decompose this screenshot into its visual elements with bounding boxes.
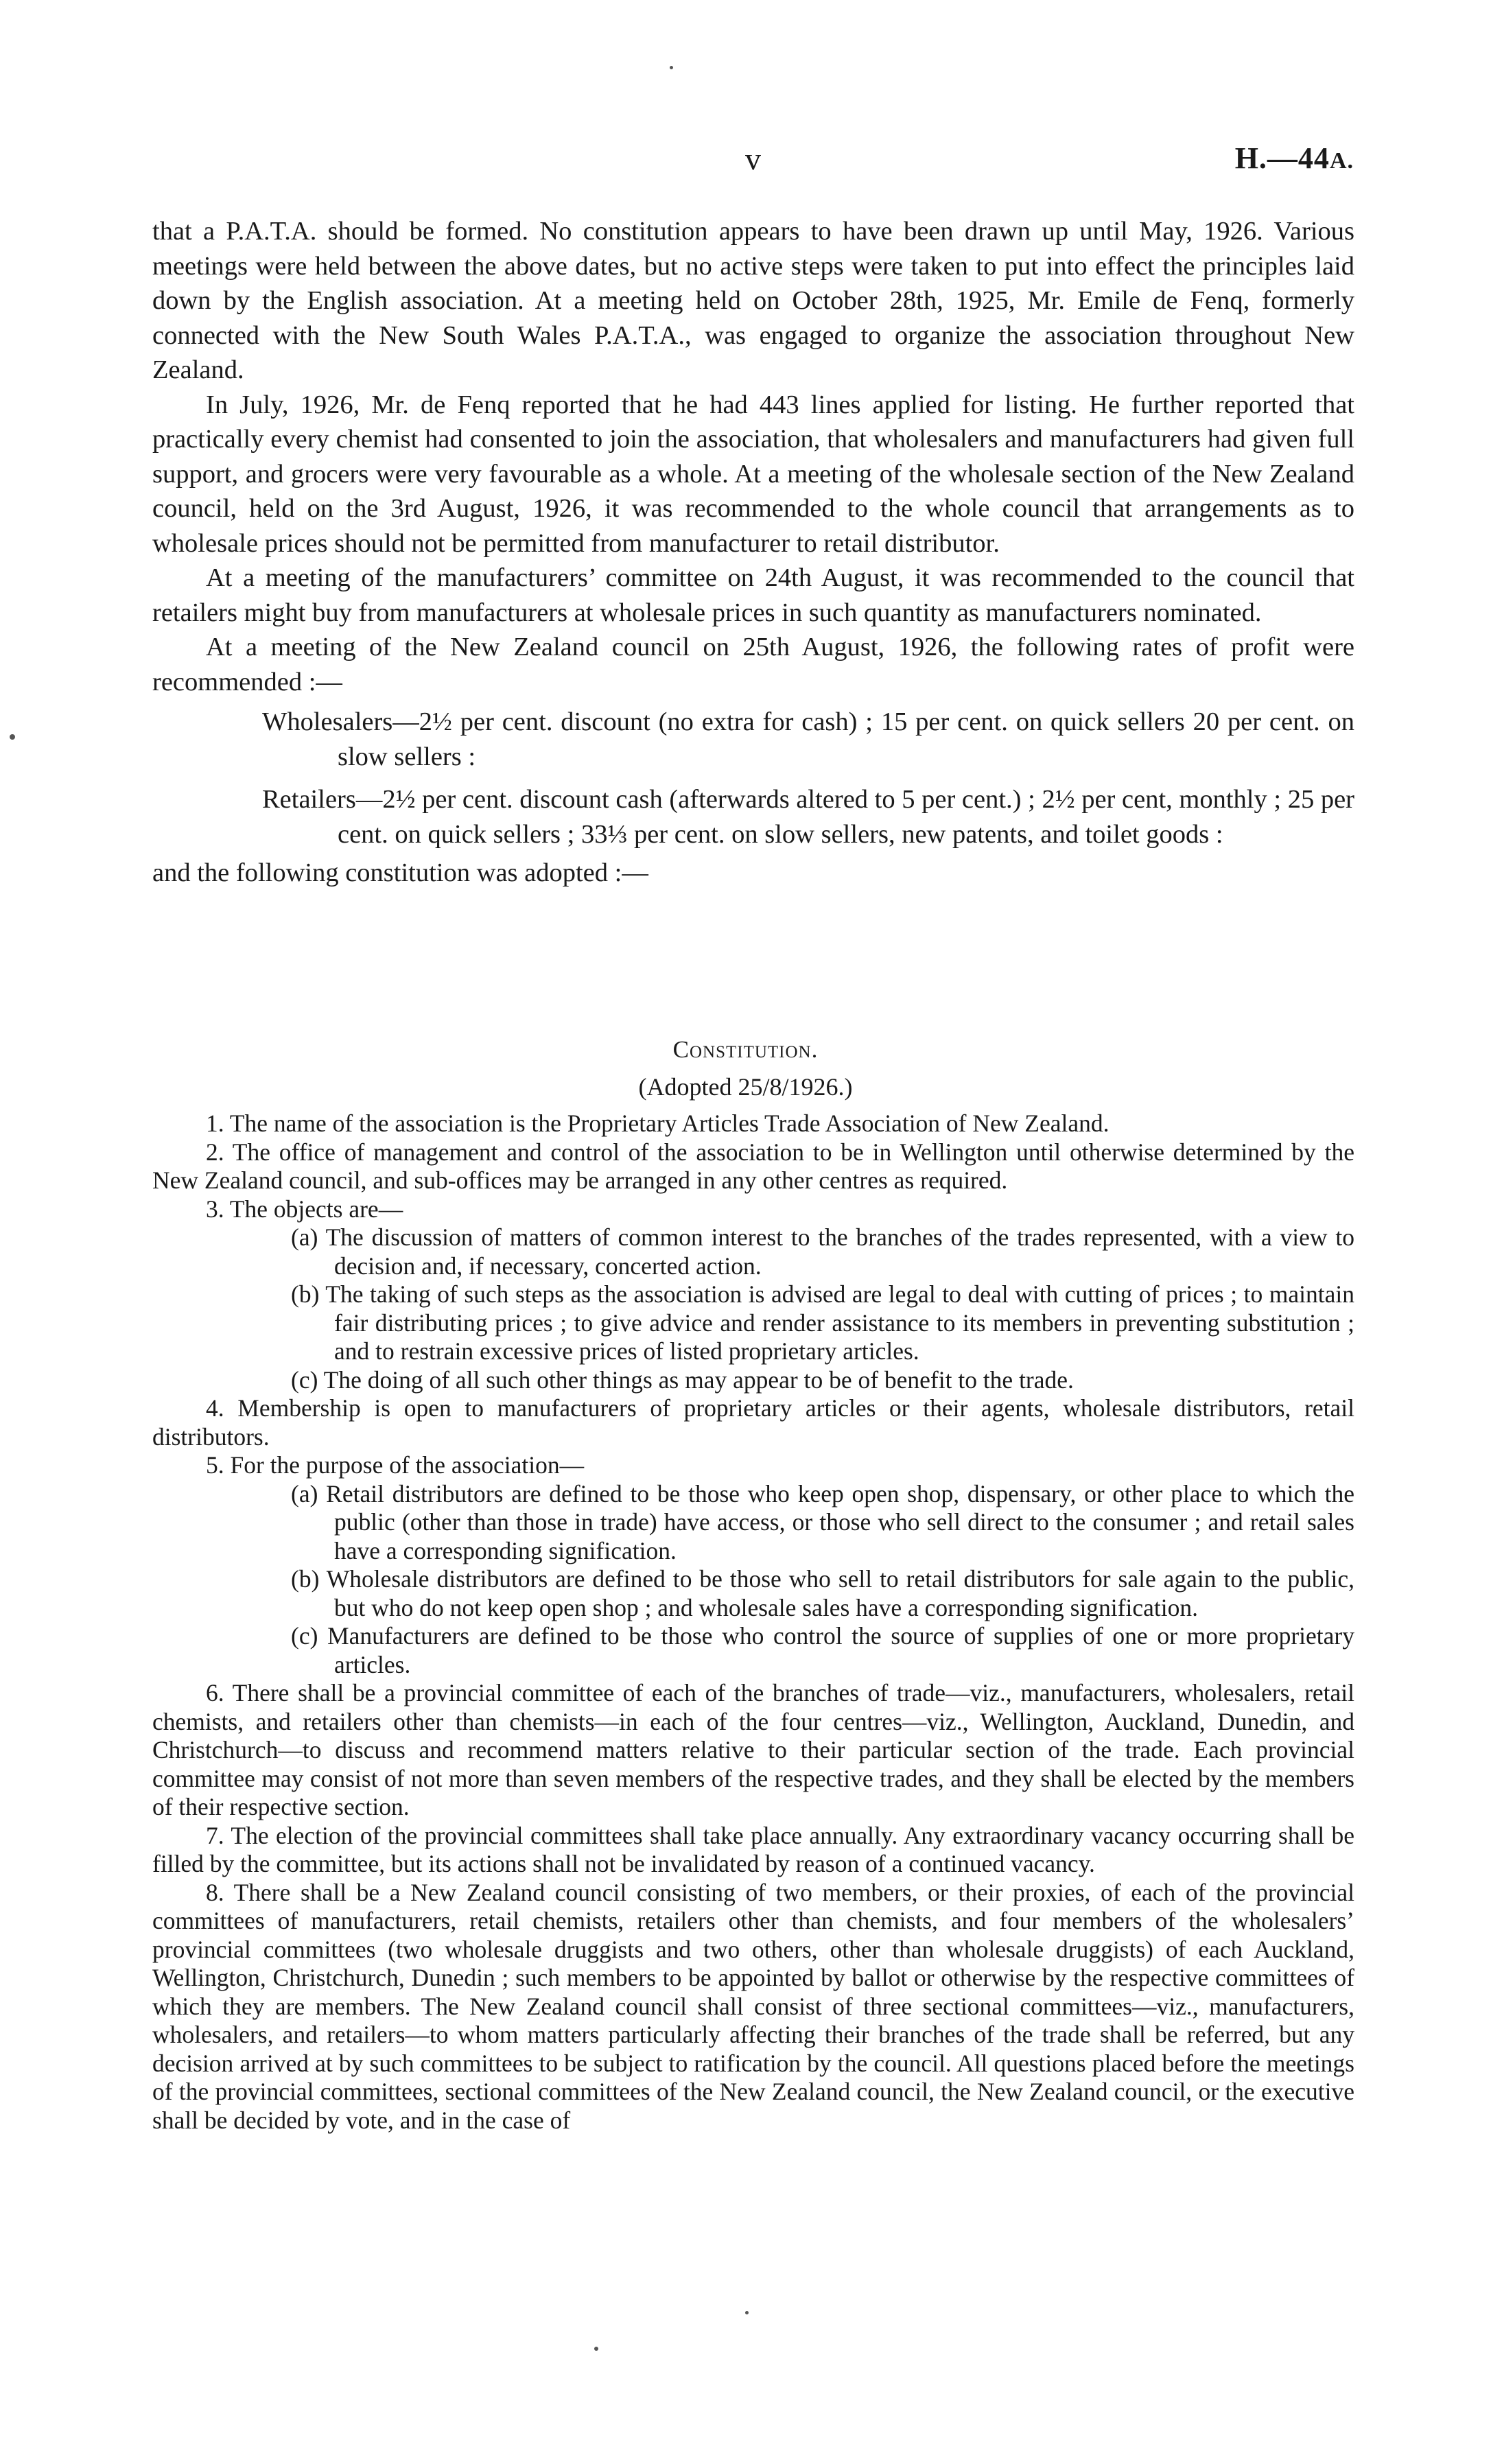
constitution-clause: 6. There shall be a provincial committee of each of the branches of trade—viz., manufacturers, wholesalers, retail chemists, and retailers other than chemists—in each of the four centres—viz., Wellington, Auckland, Dunedin, and Christchurch—to discuss and recommend matters relative to their particular section of the trade. Each provincial committee may consist of not more than seven members of the respective trades, and they shall be elected by the members of their respective section. [152,1679,1354,1820]
intro-paragraph: At a meeting of the manufacturers’ committee on 24th August, it was recommended to the council that retailers might buy from manufacturers at wholesale prices in such quantity as manufacturers nominated. [152,563,1354,627]
constitution-subclause: (b) Wholesale distributors are defined to be those who sell to retail distributors for sale again to the public, but who do not keep open shop ; and wholesale sales have a corresponding signification. [291,1565,1354,1621]
constitution-clause: 3. The objects are— [206,1195,403,1223]
constitution-clause: 5. For the purpose of the association— [206,1451,585,1479]
document-reference-suffix: A. [1329,148,1354,174]
constitution-subclause: (b) The taking of such steps as the association is advised are legal to deal with cutting of prices ; to maintain fair distributing prices ; to give advice and render assistance to its members in preventing substitution ; and to restrain excessive prices of listed proprietary articles. [291,1280,1354,1365]
intro-paragraph: At a meeting of the New Zealand council on 25th August, 1926, the following rates of profit were recommended :— [152,633,1354,696]
document-reference-main: H.—44 [1234,141,1330,175]
page-number: v [745,141,761,176]
rate-retailers: Retailers—2½ per cent. discount cash (afterwards altered to 5 per cent.) ; 2½ per cent, monthly ; 25 per cent. on quick sellers ; 33⅓ per cent. on slow sellers, new patents, and toilet goods : [262,785,1354,849]
intro-paragraph: that a P.A.T.A. should be formed. No constitution appears to have been drawn up until May, 1926. Various meetings were held between the above dates, but no active steps were taken to put into effect the principles laid down by the English association. At a meeting held on October 28th, 1925, Mr. Emile de Fenq, formerly connected with the New South Wales P.A.T.A., was engaged to organize the association throughout New Zealand. [152,217,1354,384]
scan-speck [10,734,15,740]
intro-section [152,214,1354,891]
constitution-clause: 8. There shall be a New Zealand council consisting of two members, or their proxies, of each of the provincial committees of manufacturers, retail chemists, retailers other than chemists, and four members of the wholesalers’ provincial committees (two wholesale druggists and two others, other than wholesale druggists) of each Auckland, Wellington, Christchurch, Dunedin ; such members to be appointed by ballot or otherwise by the respective committees of which they are members. The New Zealand council shall consist of three sectional committees—viz., manufacturers, wholesalers, and retailers—to whom matters particularly affecting their branches of the trade shall be referred, but any decision arrived at by such committees to be subject to ratification by the council. All questions placed before the meetings of the provincial committees, sectional committees of the New Zealand council, the New Zealand council, or the executive shall be decided by vote, and in the case of [152,1878,1354,2134]
constitution-clause: 1. The name of the association is the Proprietary Articles Trade Association of New Zealand. [206,1110,1110,1137]
constitution-body [152,1110,1354,2135]
scan-speck [745,2311,749,2314]
document-reference [1235,141,1354,176]
scan-speck [594,2347,598,2351]
constitution-subclause: (c) The doing of all such other things as may appear to be of benefit to the trade. [291,1365,1074,1394]
constitution-clause: 4. Membership is open to manufacturers of proprietary articles or their agents, wholesale distributors, retail distributors. [152,1394,1354,1451]
constitution-title: Constitution. [672,1036,819,1063]
constitution-subclause: (a) Retail distributors are defined to be those who keep open shop, dispensary, or other place to which the public (other than those in trade) have access, or those who sell direct to the consumer ; and retail sales have a corresponding signification. [291,1479,1354,1564]
constitution-clause: 2. The office of management and control of the association to be in Wellington until otherwise determined by the New Zealand council, and sub-offices may be arranged in any other centres as required. [152,1138,1354,1194]
intro-paragraph: In July, 1926, Mr. de Fenq reported that he had 443 lines applied for listing. He further reported that practically every chemist had consented to join the association, that wholesalers and manufacturers had given full support, and grocers were very favourable as a whole. At a meeting of the wholesale section of the New Zealand council, held on the 3rd August, 1926, it was recommended to the whole council that arrangements as to wholesale prices should not be permitted from manufacturer to retail distributor. [152,390,1354,558]
constitution-adopted-date: (Adopted 25/8/1926.) [638,1073,853,1101]
rate-wholesalers: Wholesalers—2½ per cent. discount (no extra for cash) ; 15 per cent. on quick sellers 20 per cent. on slow sellers : [262,707,1354,771]
constitution-clause: 7. The election of the provincial committees shall take place annually. Any extraordinary vacancy occurring shall be filled by the committee, but its actions shall not be invalidated by reason of a continued vacancy. [152,1821,1354,1877]
page-header [0,141,1491,182]
constitution-subclause: (c) Manufacturers are defined to be those who control the source of supplies of one or more proprietary articles. [291,1622,1354,1678]
intro-closing: and the following constitution was adopted :— [152,858,648,887]
constitution-subclause: (a) The discussion of matters of common interest to the branches of the trades represented, with a view to decision and, if necessary, concerted action. [291,1223,1354,1280]
scan-speck [670,66,673,69]
